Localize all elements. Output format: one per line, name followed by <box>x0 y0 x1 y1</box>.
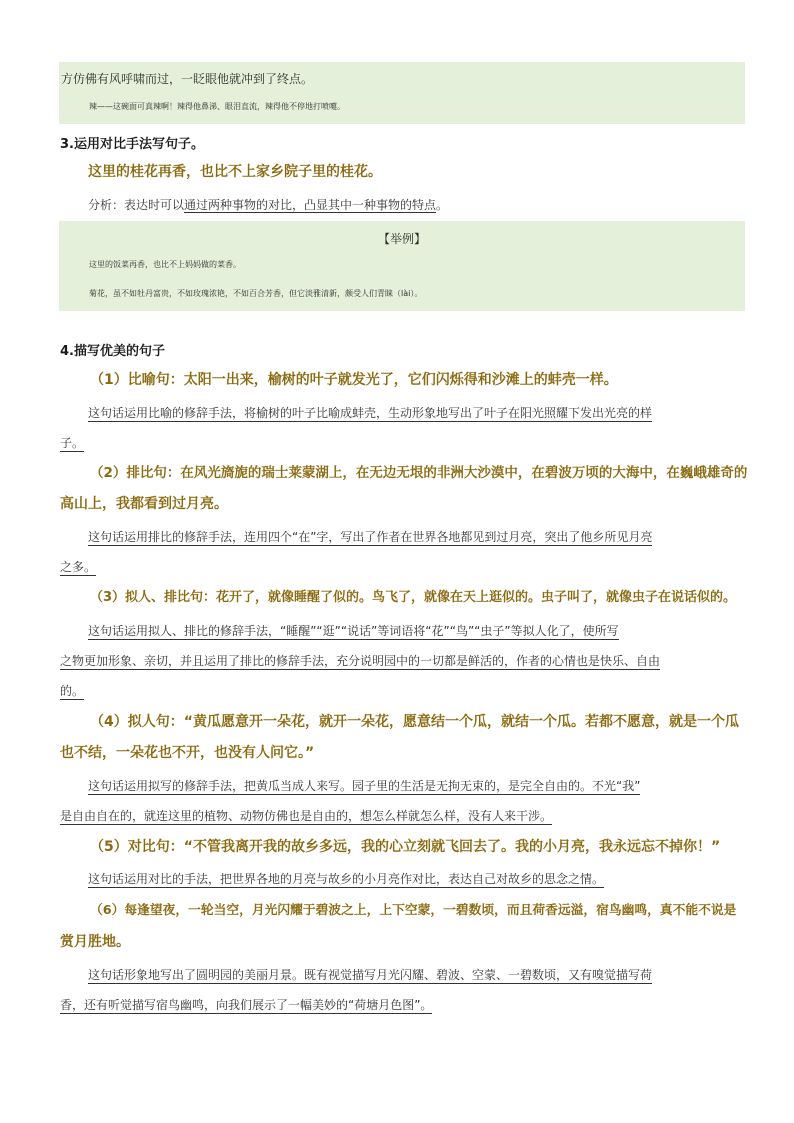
sentence-5: （5）对比句：“不管我离开我的故乡多远，我的心立刻就飞回去了。我的小月亮，我永远忘不掉你！” <box>90 839 721 855</box>
analysis-suffix: 。 <box>436 198 449 212</box>
analysis-4: 这句话运用拟写的修辞手法，把黄瓜当成人来写。园子里的生活是无拘无束的，是完全自由的。不光“我” <box>88 779 641 793</box>
section-3-example: 这里的桂花再香，也比不上家乡院子里的桂花。 <box>88 164 382 180</box>
sentence-3: （3）拟人、排比句：花开了，就像睡醒了似的。鸟飞了，就像在天上逛似的。虫子叫了，就像虫子在说话似的。 <box>90 590 737 605</box>
sentence-2: （2）排比句：在风光旖旎的瑞士莱蒙湖上，在无边无垠的非洲大沙漠中，在碧波万顷的大海中，在巍峨雄奇的 <box>90 465 748 481</box>
analysis-3: 这句话运用拟人、排比的修辞手法，“睡醒”“逛”“说话”等词语将“花”“鸟”“虫子”等拟人化了，使所写 <box>88 624 619 638</box>
box-line: 辣——这碗面可真辣啊！辣得他鼻涕、眼泪直流，辣得他不停地打喷嚏。 <box>89 102 345 111</box>
analysis-prefix: 分析：表达时可以 <box>88 198 185 212</box>
sentence-2: 高山上，我都看到过月亮。 <box>60 496 228 512</box>
sentence-1: （1）比喻句：太阳一出来，榆树的叶子就发光了，它们闪烁得和沙滩上的蚌壳一样。 <box>90 372 618 388</box>
sentence-6: 赏月胜地。 <box>60 934 130 950</box>
analysis-2: 这句话运用排比的修辞手法，连用四个“在”字，写出了作者在世界各地都见到过月亮，突出了他乡所见月亮 <box>88 530 653 544</box>
section-4-title: 4.描写优美的句子 <box>60 344 165 359</box>
analysis-2: 之多。 <box>60 560 97 574</box>
example-box-top <box>59 62 745 124</box>
sentence-6: （6）每逢望夜，一轮当空，月光闪耀于碧波之上，上下空蒙，一碧数顷，而且荷香远溢，宿鸟幽鸣，真不能不说是 <box>90 903 737 918</box>
analysis-5: 这句话运用对比的手法，把世界各地的月亮与故乡的小月亮作对比，表达自己对故乡的思念之情。 <box>88 872 605 886</box>
analysis-1: 子。 <box>60 436 85 450</box>
section-3-analysis <box>88 196 448 213</box>
box-line: 这里的饭菜再香，也比不上妈妈做的菜香。 <box>89 260 241 269</box>
example-box-section-3 <box>59 221 745 311</box>
box-line: 菊花，虽不如牡丹富贵，不如玫瑰浓艳，不如百合芳香，但它淡雅清新，颇受人们青睐（lài）。 <box>89 289 423 298</box>
analysis-3: 之物更加形象、亲切，并且运用了排比的修辞手法，充分说明园中的一切都是鲜活的，作者的心情也是快乐、自由 <box>60 654 661 668</box>
section-3-title: 3.运用对比手法写句子。 <box>60 137 204 152</box>
analysis-4: 是自由自在的，就连这里的植物、动物仿佛也是自由的，想怎么样就怎么样，没有人来干涉。 <box>60 809 553 823</box>
analysis-3: 的。 <box>60 684 85 698</box>
analysis-6: 这句话形象地写出了圆明园的美丽月景。既有视觉描写月光闪耀、碧波、空蒙、一碧数顷，又有嗅觉描写荷 <box>88 968 653 982</box>
sentence-4: （4）拟人句：“黄瓜愿意开一朵花，就开一朵花，愿意结一个瓜，就结一个瓜。若都不愿意，就是一个瓜 <box>90 714 739 730</box>
analysis-underlined: 通过两种事物的对比，凸显其中一种事物的特点 <box>184 198 437 212</box>
sentence-4: 也不结，一朵花也不开，也没有人问它。” <box>60 745 315 761</box>
box-line: 方仿佛有风呼啸而过，一眨眼他就冲到了终点。 <box>61 72 314 86</box>
analysis-6: 香，还有听觉描写宿鸟幽鸣，向我们展示了一幅美妙的“荷塘月色图”。 <box>60 998 433 1012</box>
analysis-1: 这句话运用比喻的修辞手法，将榆树的叶子比喻成蚌壳，生动形象地写出了叶子在阳光照耀下发出光亮的样 <box>88 406 653 420</box>
example-label: 【举例】 <box>377 232 426 246</box>
